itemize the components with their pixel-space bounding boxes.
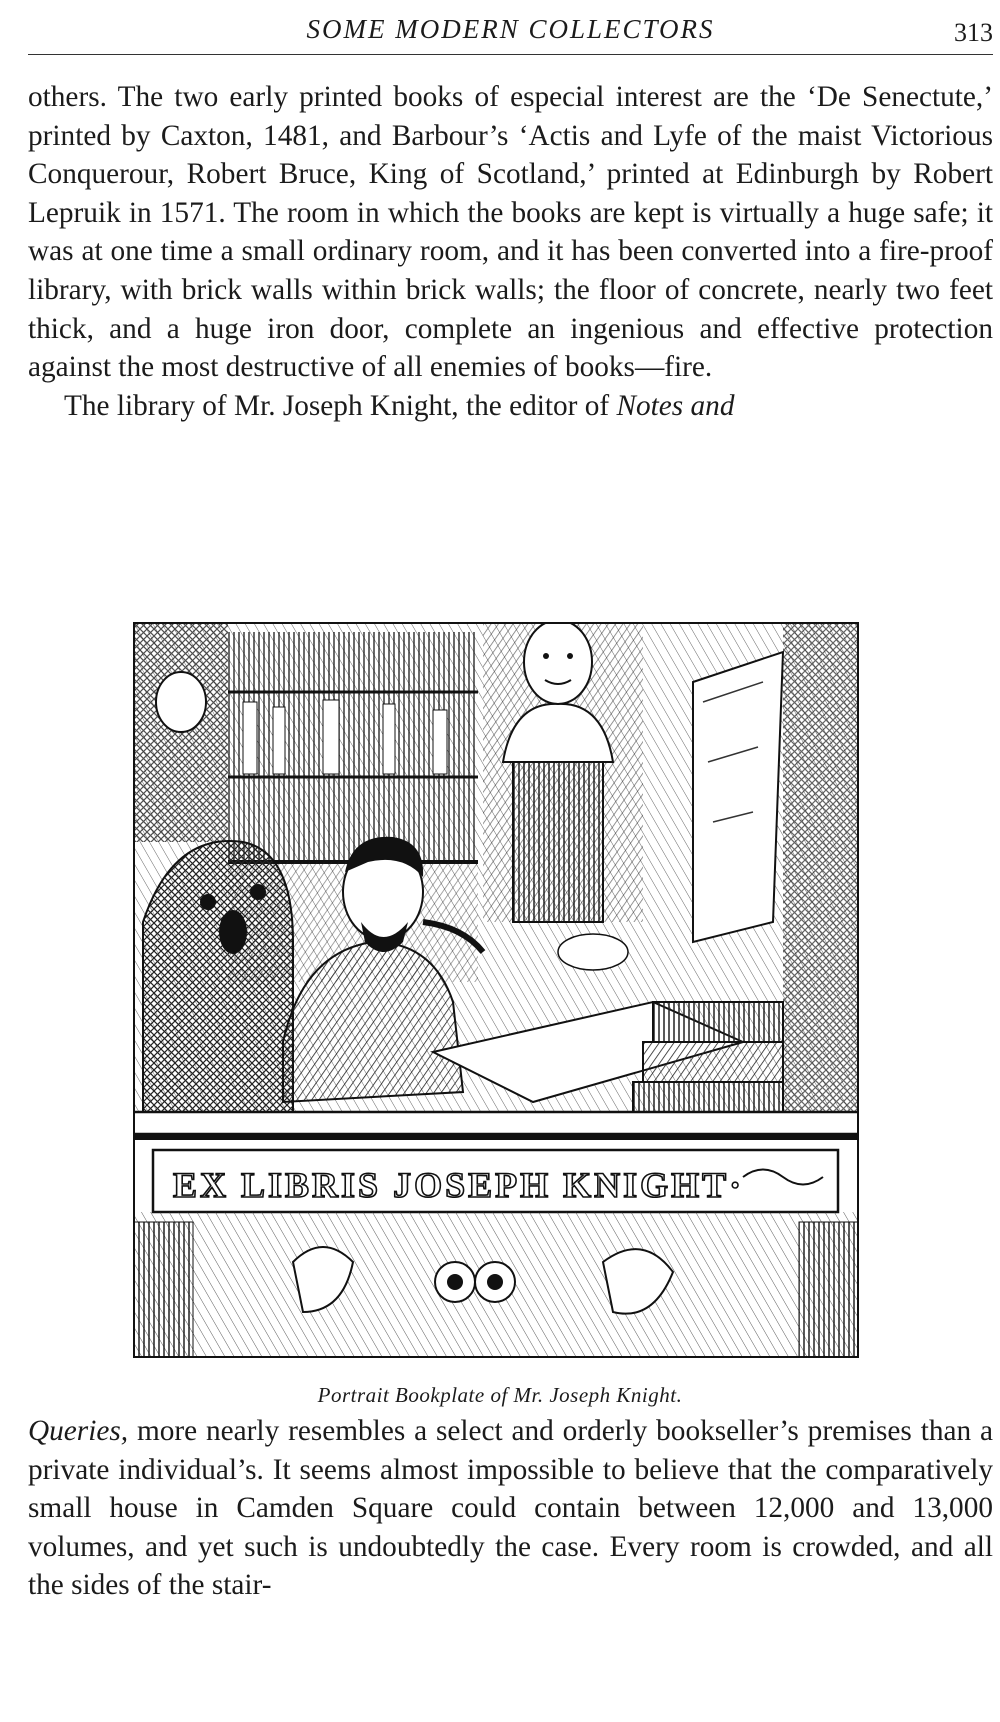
paragraph-3 (28, 1412, 993, 1605)
left-portrait (133, 622, 228, 842)
bookplate-inscription: EX LIBRIS JOSEPH KNIGHT· (173, 1165, 745, 1205)
running-head (28, 12, 993, 55)
paragraph-2-text: The library of Mr. Joseph Knight, the editor of (64, 389, 617, 422)
carved-plinth (133, 1212, 859, 1358)
bust-sculpture (483, 622, 643, 922)
body-text-bottom (28, 1412, 993, 1605)
figure-caption: Portrait Bookplate of Mr. Joseph Knight. (317, 1383, 683, 1407)
paragraph-2-italic: Notes and (616, 389, 735, 422)
armchair (143, 841, 293, 1117)
paragraph-1: others. The two early printed books of especial interest are the ‘De Senectute,’ printed by Caxton, 1481, and Barbour’s ‘Actis and Lyfe of the maist Victorious Conquerour, Robert Bruce, King of Scotland,’ printed at Edinburgh by Robert Lepruik in 1571. The room in which the books are kept is virtually a huge safe; it was at one time a small ordinary room, and it has been converted into a fire-proof library, with brick walls within brick walls; the floor of concrete, nearly two feet thick, and a huge iron door, complete an ingenious and effective protection against the most destructive of all enemies of books—fire. (28, 81, 993, 384)
paragraph-2 (28, 387, 993, 426)
running-title: SOME MODERN COLLECTORS (306, 14, 715, 44)
paragraph-3-text: more nearly resembles a select and orderly bookseller’s premises than a private individual’s. It seems almost impossible to believe that the comparatively small house in Camden Square could contain between 12,000 and 13,000 volumes, and yet such is undoubtedly the case. Every room is crowded, and all the sides of the stair- (28, 1415, 993, 1602)
paragraph-3-italic: Queries, (28, 1415, 129, 1447)
page-number: 313 (954, 18, 993, 47)
bookplate-illustration (133, 622, 859, 1358)
body-text-top (28, 78, 993, 425)
bookplate-banner (153, 1150, 838, 1212)
